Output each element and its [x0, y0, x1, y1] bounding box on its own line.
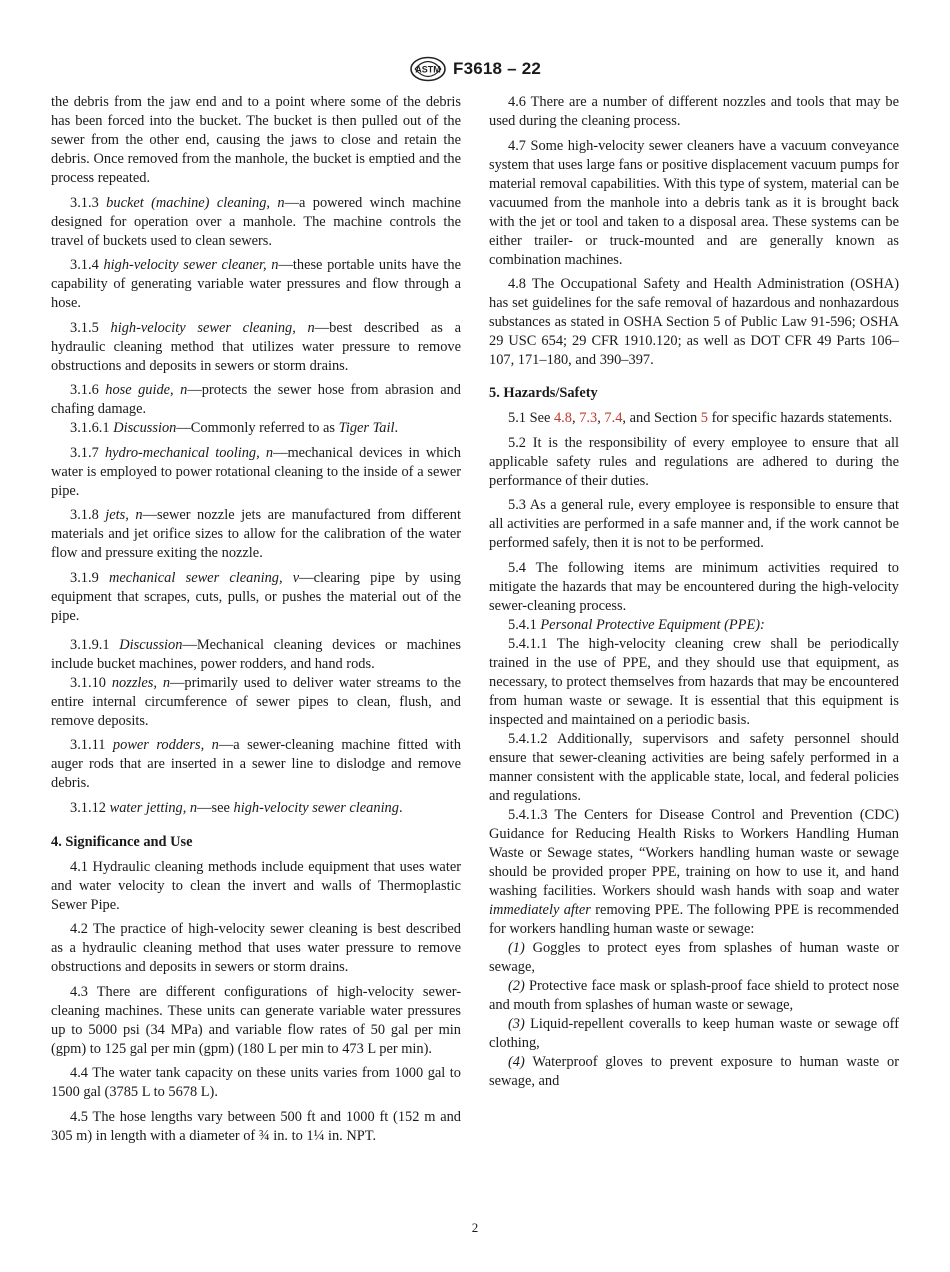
discussion-3-1-9-1 — [51, 636, 461, 674]
definition-3-1-5 — [51, 319, 461, 376]
section-number: 3.1.7 — [70, 444, 99, 461]
text-run: , and Section — [622, 410, 698, 426]
page-number: 2 — [471, 1220, 479, 1235]
discussion-text: —Mechanical cleaning devices or machines include bucket machines, power rodders, and hand rods. — [51, 636, 461, 672]
emphasis: immediately after — [489, 901, 591, 918]
astm-logo-text: ASTM — [415, 64, 441, 75]
paragraph-continued: the debris from the jaw end and to a point where some of the debris has been forced into the bucket. The bucket is then pulled out of the sewer from the other end, causing the jaws to close and retain the debris. Once removed from the manhole, the bucket is emptied and the process repeated. — [51, 94, 461, 186]
text-run: 5.4.1.3 The Centers for Disease Control and Prevention (CDC) Guidance for Reducing Health Risks to Workers Handling Human Waste or Sewage states, “Workers handling human waste or sewage should be provided proper PPE, training on how to use it, and hand washing facilities. Workers should wash hands with soap and water — [489, 806, 899, 899]
paragraph-5-4: 5.4 The following items are minimum activities required to mitigate the hazards that may be encountered during the high-velocity sewer-cleaning process. — [489, 559, 899, 614]
paragraph-5-4-1-2: 5.4.1.2 Additionally, supervisors and safety personnel should ensure that sewer-cleaning activities are being safely performed in a manner consistent with the applicable state, local, and federal policies and regulations. — [489, 730, 899, 804]
list-number: (2) — [508, 977, 525, 994]
definition-3-1-4 — [51, 256, 461, 313]
xref-4-8-link[interactable]: 4.8 — [553, 410, 572, 426]
list-item — [489, 1015, 899, 1053]
left-column — [51, 93, 461, 1151]
list-item — [489, 939, 899, 977]
list-item — [489, 1053, 899, 1091]
italic-term: Tiger Tail — [338, 420, 395, 436]
discussion-label: Discussion — [113, 420, 177, 436]
section-number: 3.1.12 — [70, 799, 106, 816]
definition-3-1-7 — [51, 444, 461, 501]
defined-term: jets, n — [105, 507, 143, 523]
italic-term: high-velocity sewer cleaning — [233, 799, 399, 816]
definition-text: —a sewer-cleaning machine fitted with auger rods that are inserted in a sewer line to dislodge and remove debris. — [51, 737, 461, 791]
definition-text: —mechanical devices in which water is employed to power rotational cleaning to the inside of a sewer pipe. — [51, 444, 462, 499]
defined-term: nozzles, n — [111, 674, 171, 691]
section-number: 3.1.10 — [70, 674, 106, 691]
section-number: 3.1.5 — [70, 319, 99, 336]
defined-term: hydro-mechanical tooling, n — [104, 444, 274, 461]
definition-3-1-10 — [51, 674, 461, 731]
section-number: 5.4.1 — [508, 616, 537, 633]
paragraph-4-8: 4.8 The Occupational Safety and Health Administration (OSHA) has set guidelines for the safe removal of hazardous and nonhazardous substances as stated in OSHA Section 5 of Public Law 91-596; OSHA 29 USC 654; 29 CFR 1910.120; as well as DOT CFR 49 Parts 106–107, 171–180, and 390–397. — [489, 276, 899, 368]
definition-3-1-11 — [51, 736, 461, 793]
paragraph-5-3: 5.3 As a general rule, every employee is responsible to ensure that all activities are performed in a safe manner and, if the work cannot be performed safely, then it is not to be performed. — [489, 497, 899, 551]
defined-term: Personal Protective Equipment (PPE): — [540, 616, 765, 633]
section-number: 3.1.11 — [70, 737, 106, 753]
section-number: 3.1.9 — [70, 569, 99, 586]
paragraph-5-1 — [489, 409, 899, 428]
section-number: 3.1.3 — [70, 194, 99, 211]
punctuation: . — [398, 799, 403, 816]
section-number: 3.1.9.1 — [70, 636, 110, 653]
xref-7-3-link[interactable]: 7.3 — [579, 410, 598, 426]
section-number: 3.1.6.1 — [70, 420, 110, 436]
section-heading-4: 4. Significance and Use — [51, 833, 193, 850]
astm-logo-icon — [409, 56, 447, 82]
defined-term: high-velocity sewer cleaning, n — [110, 319, 315, 336]
definition-text: —best described as a hydraulic cleaning method that utilizes water pressure to remove obstructions and deposits in sewers or storm drains. — [51, 319, 461, 374]
paragraph-5-4-1 — [489, 616, 899, 635]
definition-text: —see — [197, 799, 230, 816]
definition-3-1-9 — [51, 569, 461, 626]
definition-text: —sewer nozzle jets are manufactured from different materials and jet orifice sizes to allow for the calibration of the water flow and pressure exiting the nozzle. — [51, 507, 461, 561]
list-text: Protective face mask or splash-proof face shield to protect nose and mouth from splashes of human waste or sewage, — [489, 977, 899, 1013]
paragraph-4-4: 4.4 The water tank capacity on these units varies from 1000 gal to 1500 gal (3785 L to 5678 L). — [51, 1065, 461, 1100]
definition-3-1-6 — [51, 381, 461, 419]
paragraph-5-4-1-1: 5.4.1.1 The high-velocity cleaning crew shall be periodically trained in the use of PPE, and they should use that equipment, as necessary, to protect themselves from hazards that may be encountered from human waste or sewage. It is essential that this equipment is inspected and maintained on a periodic basis. — [489, 635, 899, 728]
xref-section-5-link[interactable]: 5 — [700, 410, 708, 426]
defined-term: power rodders, n — [112, 737, 219, 753]
punctuation: , — [597, 410, 601, 426]
paragraph-4-3: 4.3 There are different configurations of high-velocity sewer-cleaning machines. These units can generate variable water pressures up to 5000 psi (34 MPa) and variable flow rates of 50 gal per min (gpm) to 125 gal per min (gpm) (180 L per min to 473 L per min). — [51, 983, 461, 1057]
definition-3-1-8 — [51, 506, 461, 563]
right-column — [489, 93, 899, 1091]
paragraph-4-1: 4.1 Hydraulic cleaning methods include equipment that uses water and water velocity to clean the invert and walls of Thermoplastic Sewer Pipe. — [51, 858, 461, 913]
defined-term: high-velocity sewer cleaner, n — [103, 257, 279, 273]
list-text: Liquid-repellent coveralls to keep human waste or sewage off clothing, — [489, 1015, 899, 1051]
page-header — [0, 56, 950, 82]
defined-term: hose guide, n — [105, 382, 188, 398]
definition-text: —protects the sewer hose from abrasion and chafing damage. — [51, 382, 461, 417]
discussion-text: —Commonly referred to as — [176, 420, 336, 436]
list-number: (3) — [508, 1015, 525, 1032]
definition-text: —a powered winch machine designed for operation over a manhole. The machine controls the travel of buckets used to clean sewers. — [51, 194, 461, 249]
list-number: (1) — [508, 939, 525, 956]
paragraph-4-7: 4.7 Some high-velocity sewer cleaners have a vacuum conveyance system that uses large fans or positive displacement vacuum pumps for material removal capabilities. With this type of system, material can be vacuumed from the manhole into a debris tank as it is brought back with the jet or tool and taken to a disposal area. These systems can be either trailer- or truck-mounted and are generally known as combination machines. — [489, 137, 899, 268]
list-text: Goggles to protect eyes from splashes of human waste or sewage, — [489, 939, 899, 975]
paragraph-5-2: 5.2 It is the responsibility of every employee to ensure that all applicable safety rules and regulations are adhered to during the performance of their duties. — [489, 434, 899, 489]
text-run: 5.1 See — [508, 410, 551, 426]
section-number: 3.1.6 — [70, 382, 99, 398]
defined-term: mechanical sewer cleaning, v — [109, 569, 300, 586]
paragraph-4-2: 4.2 The practice of high-velocity sewer cleaning is best described as a hydraulic cleaning method that uses water pressure to remove obstructions and deposits in sewers or storm drains. — [51, 921, 461, 975]
list-number: (4) — [508, 1053, 525, 1070]
definition-text: —these portable units have the capability of generating variable water pressures and flow through a hose. — [51, 257, 461, 311]
document-id: F3618 – 22 — [452, 59, 541, 78]
paragraph-4-5: 4.5 The hose lengths vary between 500 ft and 1000 ft (152 m and 305 m) in length with a diameter of ¾ in. to 1¼ in. NPT. — [51, 1108, 461, 1144]
definition-3-1-12 — [51, 799, 461, 818]
list-item — [489, 977, 899, 1015]
section-number: 3.1.4 — [70, 257, 99, 273]
section-heading-5: 5. Hazards/Safety — [489, 385, 598, 401]
section-number: 3.1.8 — [70, 507, 99, 523]
defined-term: bucket (machine) cleaning, n — [106, 194, 285, 211]
discussion-3-1-6-1 — [51, 419, 461, 438]
punctuation: . — [394, 420, 399, 436]
punctuation: , — [571, 410, 576, 426]
paragraph-4-6: 4.6 There are a number of different nozzles and tools that may be used during the cleaning process. — [489, 94, 899, 129]
text-run: for specific hazards statements. — [711, 410, 893, 426]
list-text: Waterproof gloves to prevent exposure to human waste or sewage, and — [489, 1053, 899, 1089]
definition-text: —primarily used to deliver water streams to the entire internal circumference of sewer pipes to clean, flush, and remove deposits. — [51, 674, 462, 729]
definition-3-1-3 — [51, 194, 461, 251]
text-run: removing PPE. The following PPE is recommended for workers handling human waste or sewage: — [489, 901, 899, 937]
xref-7-4-link[interactable]: 7.4 — [604, 410, 623, 426]
definition-text: —clearing pipe by using equipment that scrapes, cuts, pulls, or pushes the material out of the pipe. — [51, 569, 461, 624]
discussion-label: Discussion — [119, 636, 183, 653]
defined-term: water jetting, n — [109, 799, 198, 816]
paragraph-5-4-1-3 — [489, 806, 899, 939]
